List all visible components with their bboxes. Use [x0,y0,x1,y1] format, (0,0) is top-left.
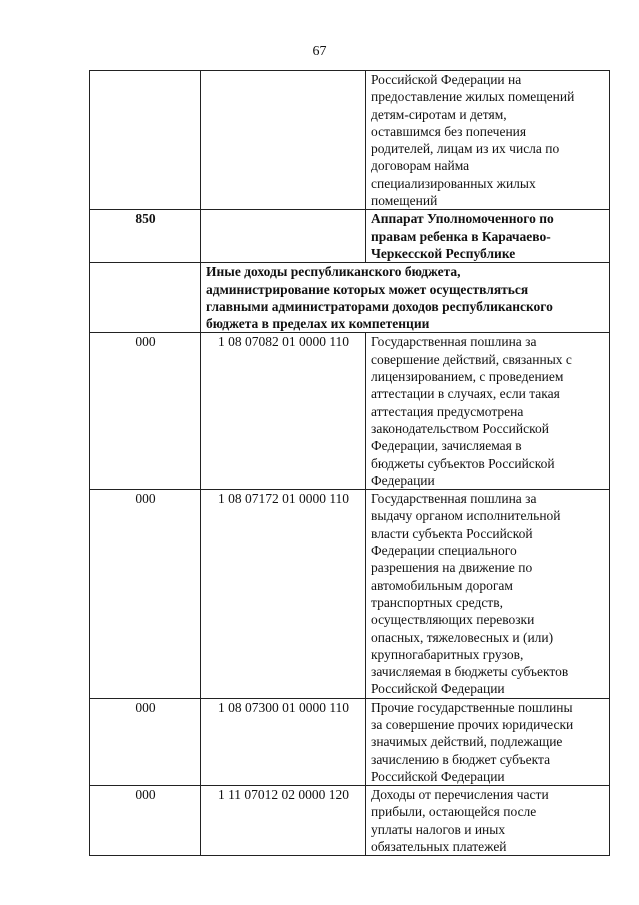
page-number: 67 [312,44,327,59]
table-row [90,698,610,785]
text-line: Доходы от перечисления части [371,787,549,803]
table-row [90,786,610,856]
table-row [90,333,610,490]
empty-cell [90,263,201,333]
text-line: родителей, лицам из их числа по [371,141,560,157]
text-line: выдачу органом исполнительной [371,508,561,524]
admin-code-cell: 000 [90,698,201,785]
revenue-name-cell [366,71,610,210]
table-row [90,210,610,263]
admin-code-cell [90,71,201,210]
text-line: транспортных средств, [371,594,503,610]
text-line: Федерации специального [371,543,517,559]
text-line: Аппарат Уполномоченного по [371,211,554,227]
text-line: детям-сиротам и детям, [371,106,507,122]
text-line: помещений [371,193,438,209]
text-line: Черкесской Республике [371,245,516,261]
text-line: законодательством Российской [371,420,549,436]
text-line: Российской Федерации [371,768,505,784]
text-line: прибыли, остающейся после [371,804,537,820]
text-line: главными администраторами доходов республиканского [206,298,553,314]
text-line: опасных, тяжеловесных и (или) [371,629,554,645]
revenue-name-cell [366,698,610,785]
text-line: зачисляемая в бюджеты субъектов [371,664,569,680]
budget-code-cell: 1 11 07012 02 0000 120 [201,786,366,856]
text-line: аттестации в случаях, если такая [371,386,560,402]
revenue-name-cell [366,490,610,699]
admin-code-cell: 000 [90,490,201,699]
text-line: зачислению в бюджет субъекта [371,751,551,767]
text-line: предоставление жилых помещений [371,89,575,105]
text-line: Прочие государственные пошлины [371,699,573,715]
budget-code-cell: 1 08 07172 01 0000 110 [201,490,366,699]
text-line: за совершение прочих юридически [371,716,574,732]
text-line: власти субъекта Российской [371,525,533,541]
budget-code-cell [201,210,366,263]
text-line: обязательных платежей [371,839,507,855]
text-line: автомобильным дорогам [371,577,513,593]
text-line: Российской Федерации [371,681,505,697]
text-line: администрирование которых может осуществляться [206,281,529,297]
text-line: специализированных жилых [371,175,536,191]
section-heading-row [90,263,610,333]
budget-code-cell: 1 08 07300 01 0000 110 [201,698,366,785]
text-line: Российской Федерации на [371,72,522,87]
text-line: Государственная пошлина за [371,491,537,507]
admin-code-cell: 000 [90,786,201,856]
text-line: крупногабаритных грузов, [371,646,524,662]
table-row [90,71,610,210]
administrator-name-cell [366,210,610,263]
admin-code-cell: 000 [90,333,201,490]
admin-code-cell: 850 [90,210,201,263]
text-line: совершение действий, связанных с [371,351,572,367]
text-line: Иные доходы республиканского бюджета, [206,264,461,280]
text-line: бюджета в пределах их компетенции [206,316,430,332]
text-line: лицензированием, с проведением [371,369,564,385]
table-row [90,490,610,699]
text-line: значимых действий, подлежащие [371,734,563,750]
text-line: бюджеты субъектов Российской [371,455,555,471]
revenue-name-cell [366,333,610,490]
text-line: правам ребенка в Карачаево- [371,228,551,244]
text-line: Федерации [371,472,435,488]
text-line: договорам найма [371,158,470,174]
section-heading-cell [201,263,610,333]
budget-code-cell: 1 08 07082 01 0000 110 [201,333,366,490]
text-line: оставшимся без попечения [371,123,527,139]
text-line: уплаты налогов и иных [371,821,506,837]
revenue-table [89,70,610,856]
text-line: осуществляющих перевозки [371,612,535,628]
text-line: аттестация предусмотрена [371,403,524,419]
text-line: Государственная пошлина за [371,334,537,350]
text-line: разрешения на движение по [371,560,533,576]
revenue-name-cell [366,786,610,856]
budget-code-cell [201,71,366,210]
text-line: Федерации, зачисляемая в [371,438,522,454]
